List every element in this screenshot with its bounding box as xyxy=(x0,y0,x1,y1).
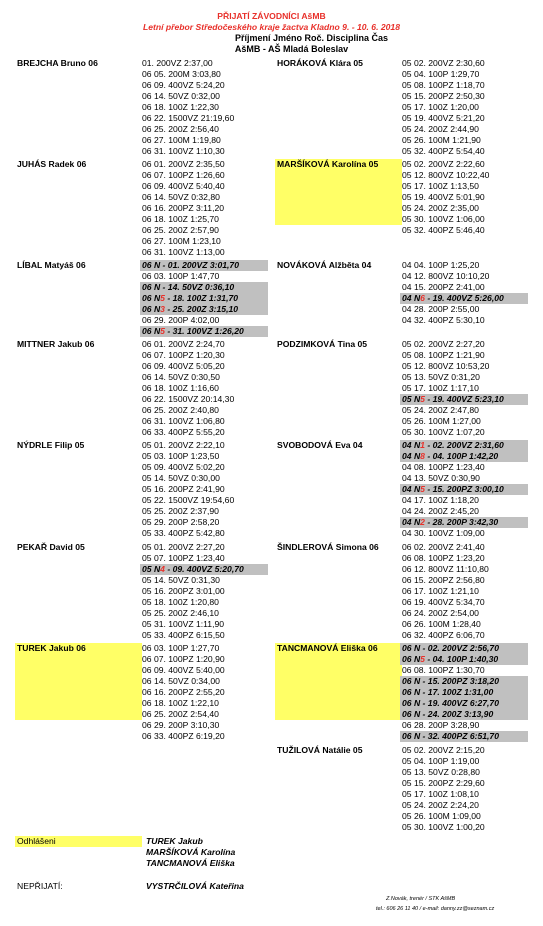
result-row: 05 17. 100Z 1:17,10 xyxy=(402,383,479,393)
result-row: 06 14. 50VZ 0:30,50 xyxy=(142,372,220,382)
result-list xyxy=(400,159,528,236)
result-event: - 15. 200PZ 3:00,10 xyxy=(424,484,504,494)
result-row: 05 22. 1500VZ 19:54,60 xyxy=(142,495,235,505)
athlete-name: PODZIMKOVÁ Tina 05 xyxy=(277,339,368,349)
result-row-unaccepted: 06 N - 14. 50VZ 0:36,10 xyxy=(140,282,268,293)
result-row: 06 25. 200Z 2:56,40 xyxy=(142,124,219,134)
result-prefix: 04 N xyxy=(402,484,421,494)
result-row: 05 08. 100PZ 1:18,70 xyxy=(402,80,485,90)
result-row: 05 26. 100M 1:27,00 xyxy=(402,416,481,426)
result-row: 05 17. 100Z 1:13,50 xyxy=(402,181,479,191)
result-row: 04 08. 100PZ 1:23,40 xyxy=(402,462,485,472)
result-row: 05 30. 100VZ 1:06,00 xyxy=(402,214,485,224)
result-rank: 1 xyxy=(420,440,425,450)
athlete-name: TANCMANOVÁ Eliška 06 xyxy=(275,643,402,720)
result-row-unaccepted xyxy=(400,654,528,665)
odhlaseni-label: Odhlášeni xyxy=(15,836,142,847)
athlete-name: SVOBODOVÁ Eva 04 xyxy=(277,440,363,450)
result-row: 05 24. 200Z 2:44,90 xyxy=(402,124,479,134)
result-list xyxy=(400,542,528,641)
result-row-unaccepted xyxy=(140,304,268,315)
result-prefix: 05 N xyxy=(402,394,421,404)
result-event: - 02. 200VZ 2:31,60 xyxy=(424,440,504,450)
result-row: 06 29. 200P 4:02,00 xyxy=(142,315,220,325)
result-prefix: 05 N xyxy=(142,564,161,574)
column-legend: Příjmení Jméno Roč. Disciplina Čas xyxy=(234,33,389,43)
result-row: 06 01. 200VZ 2:24,70 xyxy=(142,339,225,349)
odhlaseni-name: MARŠÍKOVÁ Karolína xyxy=(146,847,236,857)
competition-title: Letní přebor Středočeského kraje žactva Kladno 9. - 10. 6. 2018 xyxy=(143,22,400,32)
athlete-name: MARŠÍKOVÁ Karolína 05 xyxy=(275,159,402,225)
result-row: 06 09. 400VZ 5:40,40 xyxy=(142,181,225,191)
result-row: 05 04. 100P 1:29,70 xyxy=(402,69,480,79)
result-rank: 6 xyxy=(420,293,425,303)
result-row: 06 29. 200P 3:10,30 xyxy=(142,720,220,730)
result-prefix: 06 N xyxy=(142,304,161,314)
result-prefix: 06 N xyxy=(142,293,161,303)
result-row: 05 14. 50VZ 0:31,30 xyxy=(142,575,220,585)
result-row: 05 19. 400VZ 5:21,20 xyxy=(402,113,485,123)
result-row: 05 01. 200VZ 2:22,10 xyxy=(142,440,225,450)
athlete-name: MITTNER Jakub 06 xyxy=(17,339,95,349)
result-row: 06 28. 200P 3:28,90 xyxy=(402,720,480,730)
neprijati-name: VYSTRČILOVÁ Kateřina xyxy=(146,881,244,891)
result-row: 05 29. 200P 2:58,20 xyxy=(142,517,220,527)
result-row: 05 02. 200VZ 2:22,60 xyxy=(402,159,485,169)
athlete-name: LÍBAL Matyáš 06 xyxy=(17,260,86,270)
result-row: 05 17. 100Z 1:20,00 xyxy=(402,102,479,112)
result-row: 05 16. 200PZ 2:41,90 xyxy=(142,484,225,494)
result-row: 05 02. 200VZ 2:30,60 xyxy=(402,58,485,68)
result-row: 06 09. 400VZ 5:40,00 xyxy=(142,665,225,675)
result-row-unaccepted: 06 N - 15. 200PZ 3:18,20 xyxy=(400,676,528,687)
result-row-unaccepted xyxy=(400,440,528,451)
result-event: - 19. 400VZ 5:23,10 xyxy=(424,394,504,404)
result-list xyxy=(140,643,268,742)
result-row: 05 26. 100M 1:21,90 xyxy=(402,135,481,145)
result-row-unaccepted xyxy=(140,564,268,575)
result-row: 06 15. 200PZ 2:56,80 xyxy=(402,575,485,585)
result-row: 05 14. 50VZ 0:30,00 xyxy=(142,473,220,483)
result-row: 05 12. 800VZ 10:53,20 xyxy=(402,361,490,371)
result-row: 06 22. 1500VZ 20:14,30 xyxy=(142,394,235,404)
result-row: 06 03. 100P 1:27,70 xyxy=(142,643,220,653)
result-row: 05 24. 200Z 2:47,80 xyxy=(402,405,479,415)
result-prefix: 04 N xyxy=(402,517,421,527)
result-row-unaccepted: 06 N - 32. 400PZ 6:51,70 xyxy=(400,731,528,742)
result-row: 05 04. 100P 1:19,00 xyxy=(402,756,480,766)
result-row: 05 33. 400PZ 6:15,50 xyxy=(142,630,225,640)
result-row: 05 03. 100P 1:23,50 xyxy=(142,451,220,461)
result-row-unaccepted: 06 N - 19. 400VZ 6:27,70 xyxy=(400,698,528,709)
result-list xyxy=(140,542,268,641)
result-row: 06 18. 100Z 1:25,70 xyxy=(142,214,219,224)
result-row: 05 02. 200VZ 2:27,20 xyxy=(402,339,485,349)
result-rank: 5 xyxy=(420,654,425,664)
result-row: 06 32. 400PZ 6:06,70 xyxy=(402,630,485,640)
result-row: 06 22. 1500VZ 21:19,60 xyxy=(142,113,235,123)
result-prefix: 06 N xyxy=(142,326,161,336)
result-event: - 04. 100P 1:40,30 xyxy=(424,654,499,664)
result-row: 06 02. 200VZ 2:41,40 xyxy=(402,542,485,552)
odhlaseni-name: TANCMANOVÁ Eliška xyxy=(146,858,235,868)
result-row: 04 17. 100Z 1:18,20 xyxy=(402,495,479,505)
result-event: - 28. 200P 3:42,30 xyxy=(424,517,499,527)
result-row: 06 25. 200Z 2:40,80 xyxy=(142,405,219,415)
result-row: 06 31. 100VZ 1:06,80 xyxy=(142,416,225,426)
result-list xyxy=(140,58,268,157)
result-list xyxy=(140,260,268,337)
result-rank: 5 xyxy=(160,293,165,303)
result-list xyxy=(400,58,528,157)
result-row: 06 17. 100Z 1:21,10 xyxy=(402,586,479,596)
result-row: 05 15. 200PZ 2:29,60 xyxy=(402,778,485,788)
contact-line: tel.: 606 26 11 40 / e-mail: danny.zz@seznam.cz xyxy=(376,906,495,912)
result-list xyxy=(400,643,528,742)
result-row-unaccepted xyxy=(400,394,528,405)
result-row: 06 26. 100M 1:28,40 xyxy=(402,619,481,629)
result-row: 04 30. 100VZ 1:09,00 xyxy=(402,528,485,538)
result-row: 05 25. 200Z 2:37,90 xyxy=(142,506,219,516)
result-rank: 5 xyxy=(420,484,425,494)
result-row-unaccepted xyxy=(400,293,528,304)
result-rank: 5 xyxy=(160,326,165,336)
result-row: 05 30. 100VZ 1:00,20 xyxy=(402,822,485,832)
result-row: 06 07. 100PZ 1:20,30 xyxy=(142,350,225,360)
result-row: 05 26. 100M 1:09,00 xyxy=(402,811,481,821)
result-row: 06 07. 100PZ 1:26,60 xyxy=(142,170,225,180)
result-row: 06 09. 400VZ 5:05,20 xyxy=(142,361,225,371)
odhlaseni-name: TUREK Jakub xyxy=(146,836,203,846)
result-row-unaccepted: 06 N - 17. 100Z 1:31,00 xyxy=(400,687,528,698)
result-row-unaccepted xyxy=(140,293,268,304)
result-list xyxy=(140,159,268,258)
result-row: 05 13. 50VZ 0:31,20 xyxy=(402,372,480,382)
result-row: 06 18. 100Z 1:16,60 xyxy=(142,383,219,393)
athlete-name: BREJCHA Bruno 06 xyxy=(17,58,98,68)
result-row: 06 14. 50VZ 0:34,00 xyxy=(142,676,220,686)
result-row: 06 01. 200VZ 2:35,50 xyxy=(142,159,225,169)
result-row-unaccepted: 06 N - 02. 200VZ 2:56,70 xyxy=(400,643,528,654)
athlete-name: ŠINDLEROVÁ Simona 06 xyxy=(277,542,379,552)
result-row: 05 02. 200VZ 2:15,20 xyxy=(402,745,485,755)
athlete-name: NOVÁKOVÁ Alžběta 04 xyxy=(277,260,372,270)
result-row-unaccepted xyxy=(140,326,268,337)
result-row: 06 19. 400VZ 5:34,70 xyxy=(402,597,485,607)
result-row-unaccepted: 06 N - 24. 200Z 3:13,90 xyxy=(400,709,528,720)
result-row: 06 33. 400PZ 5:55,20 xyxy=(142,427,225,437)
result-list xyxy=(400,440,528,539)
document-title: PŘIJATÍ ZÁVODNÍCI AšMB xyxy=(217,11,326,21)
result-row: 05 18. 100Z 1:20,80 xyxy=(142,597,219,607)
result-row: 06 18. 100Z 1:22,30 xyxy=(142,102,219,112)
result-event: - 04. 100P 1:42,20 xyxy=(424,451,499,461)
result-row: 05 16. 200PZ 3:01,00 xyxy=(142,586,225,596)
result-list xyxy=(140,339,268,438)
result-row: 06 33. 400PZ 6:19,20 xyxy=(142,731,225,741)
result-event: - 25. 200Z 3:15,10 xyxy=(164,304,239,314)
athlete-name: JUHÁS Radek 06 xyxy=(17,159,87,169)
athlete-name: NÝDRLE Filip 05 xyxy=(17,440,85,450)
result-row: 05 25. 200Z 2:46,10 xyxy=(142,608,219,618)
result-row: 04 15. 200PZ 2:41,00 xyxy=(402,282,485,292)
result-row: 05 30. 100VZ 1:07,20 xyxy=(402,427,485,437)
result-row-unaccepted xyxy=(400,484,528,495)
result-row: 05 15. 200PZ 2:50,30 xyxy=(402,91,485,101)
result-row: 05 32. 400PZ 5:54,40 xyxy=(402,146,485,156)
result-rank: 5 xyxy=(420,394,425,404)
result-row: 04 32. 400PZ 5:30,10 xyxy=(402,315,485,325)
result-row: 05 17. 100Z 1:08,10 xyxy=(402,789,479,799)
result-row: 06 03. 100P 1:47,70 xyxy=(142,271,220,281)
result-row: 06 31. 100VZ 1:13,00 xyxy=(142,247,225,257)
result-row: 06 08. 100PZ 1:23,20 xyxy=(402,553,485,563)
result-row: 06 12. 800VZ 11:10,80 xyxy=(402,564,489,574)
result-row: 05 12. 800VZ 10:22,40 xyxy=(402,170,490,180)
result-row: 06 25. 200Z 2:57,90 xyxy=(142,225,219,235)
athlete-name: PEKAŘ David 05 xyxy=(17,542,85,552)
result-list xyxy=(400,745,528,833)
athlete-name: HORÁKOVÁ Klára 05 xyxy=(277,58,363,68)
result-prefix: 06 N xyxy=(402,654,421,664)
result-prefix: 04 N xyxy=(402,293,421,303)
result-row-unaccepted xyxy=(400,451,528,462)
result-row: 01. 200VZ 2:37,00 xyxy=(142,58,213,68)
result-row: 05 24. 200Z 2:24,20 xyxy=(402,800,479,810)
result-row: 06 27. 100M 1:23,10 xyxy=(142,236,221,246)
result-row-unaccepted: 06 N - 01. 200VZ 3:01,70 xyxy=(140,260,268,271)
result-row: 04 28. 200P 2:55,00 xyxy=(402,304,480,314)
result-row: 04 13. 50VZ 0:30,90 xyxy=(402,473,480,483)
signature-line: Z.Novák, trenér / STK AšMB xyxy=(386,896,456,902)
result-row: 06 18. 100Z 1:22,10 xyxy=(142,698,219,708)
result-row: 06 16. 200PZ 2:55,20 xyxy=(142,687,225,697)
result-row-unaccepted xyxy=(400,517,528,528)
result-row: 06 08. 100PZ 1:30,70 xyxy=(402,665,485,675)
athlete-name: TUREK Jakub 06 xyxy=(15,643,142,720)
result-row: 04 12. 800VZ 10:10,20 xyxy=(402,271,490,281)
result-row: 04 24. 200Z 2:45,20 xyxy=(402,506,479,516)
result-rank: 2 xyxy=(420,517,425,527)
result-row: 06 16. 200PZ 3:11,20 xyxy=(142,203,225,213)
result-row: 05 32. 400PZ 5:46,40 xyxy=(402,225,485,235)
club-name: AšMB - AŠ Mladá Boleslav xyxy=(234,44,349,54)
result-event: - 19. 400VZ 5:26,00 xyxy=(424,293,504,303)
result-event: - 18. 100Z 1:31,70 xyxy=(164,293,239,303)
result-list xyxy=(400,260,528,326)
result-rank: 4 xyxy=(160,564,165,574)
result-rank: 3 xyxy=(160,304,165,314)
result-prefix: 04 N xyxy=(402,440,421,450)
result-row: 05 24. 200Z 2:35,00 xyxy=(402,203,479,213)
result-row: 05 33. 400PZ 5:42,80 xyxy=(142,528,225,538)
result-row: 06 07. 100PZ 1:20,90 xyxy=(142,654,225,664)
neprijati-label: NEPŘIJATÍ: xyxy=(17,881,63,891)
result-row: 05 19. 400VZ 5:01,90 xyxy=(402,192,485,202)
result-row: 04 04. 100P 1:25,20 xyxy=(402,260,480,270)
result-row: 06 14. 50VZ 0:32,00 xyxy=(142,91,220,101)
athlete-name: TUŽILOVÁ Natálie 05 xyxy=(277,745,363,755)
result-prefix: 04 N xyxy=(402,451,421,461)
result-list xyxy=(400,339,528,438)
result-row: 06 09. 400VZ 5:24,20 xyxy=(142,80,225,90)
result-rank: 8 xyxy=(420,451,425,461)
result-row: 06 05. 200M 3:03,80 xyxy=(142,69,221,79)
result-row: 06 25. 200Z 2:54,40 xyxy=(142,709,219,719)
result-row: 05 07. 100PZ 1:23,40 xyxy=(142,553,225,563)
result-row: 05 13. 50VZ 0:28,80 xyxy=(402,767,480,777)
result-row: 06 31. 100VZ 1:10,30 xyxy=(142,146,225,156)
result-row: 06 24. 200Z 2:54,00 xyxy=(402,608,479,618)
result-list xyxy=(140,440,268,539)
result-row: 05 01. 200VZ 2:27,20 xyxy=(142,542,225,552)
result-event: - 31. 100VZ 1:26,20 xyxy=(164,326,244,336)
result-row: 06 27. 100M 1:19,80 xyxy=(142,135,221,145)
result-row: 05 31. 100VZ 1:11,90 xyxy=(142,619,225,629)
result-row: 05 09. 400VZ 5:02,20 xyxy=(142,462,225,472)
result-row: 05 08. 100PZ 1:21,90 xyxy=(402,350,485,360)
result-row: 06 14. 50VZ 0:32,80 xyxy=(142,192,220,202)
result-event: - 09. 400VZ 5:20,70 xyxy=(164,564,244,574)
